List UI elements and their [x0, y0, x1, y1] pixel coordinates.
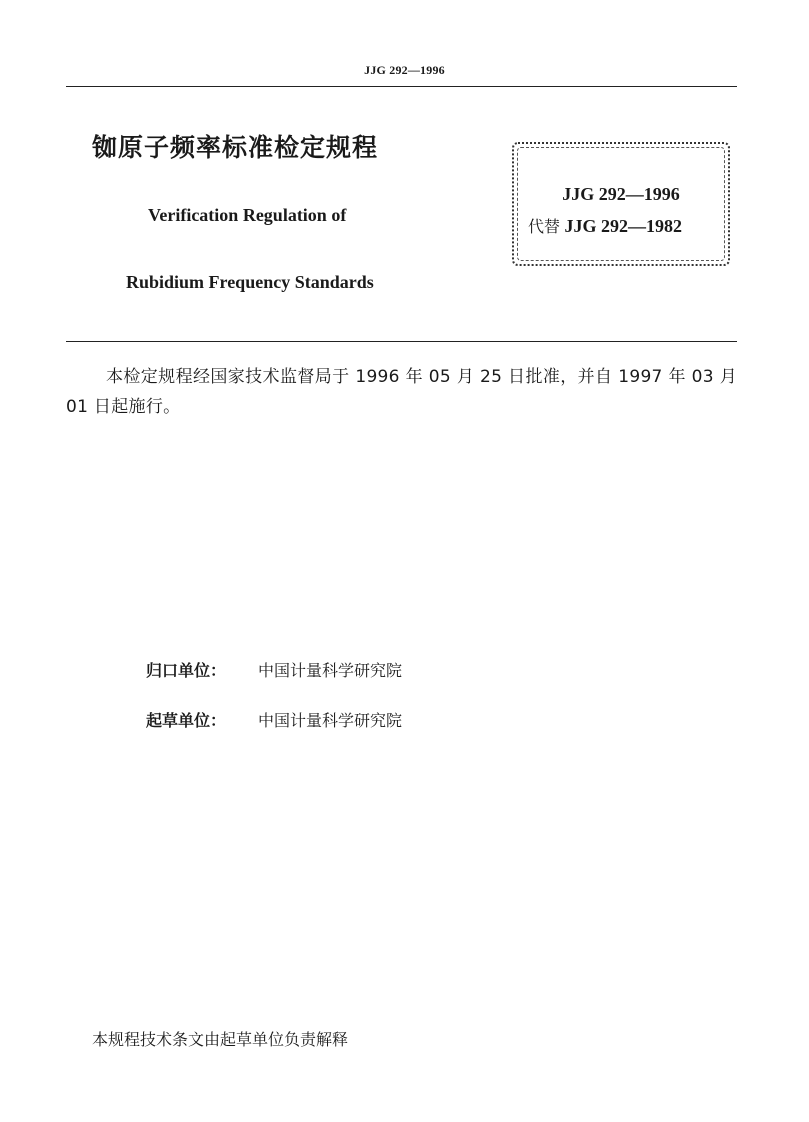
title-english-line2: Rubidium Frequency Standards: [126, 272, 374, 292]
replaces-prefix: 代替: [528, 217, 561, 236]
replaced-standard-code: JJG 292—1982: [564, 216, 683, 236]
approval-statement: 本检定规程经国家技术监督局于 1996 年 05 月 25 日批准，并自 1997 年 03 月 01 日起施行。: [66, 367, 737, 417]
current-standard-code: JJG 292—1996: [562, 184, 680, 204]
responsible-unit-value: 中国计量科学研究院: [258, 661, 403, 680]
standard-code-box: [512, 142, 730, 266]
title-english-line1: Verification Regulation of: [148, 205, 347, 225]
drafting-unit-label: 起草单位：: [146, 711, 227, 730]
header-rule: [66, 86, 737, 87]
responsible-unit-row: [146, 658, 402, 681]
title-chinese: 铷原子频率标准检定规程: [92, 133, 379, 162]
running-header-code: JJG 292—1996: [364, 63, 445, 77]
responsible-unit-label: 归口单位：: [146, 661, 227, 680]
interpretation-note: 本规程技术条文由起草单位负责解释: [92, 1030, 349, 1049]
drafting-unit-value: 中国计量科学研究院: [258, 711, 403, 730]
replaced-standard-line: [528, 214, 682, 237]
section-rule: [66, 341, 737, 342]
drafting-unit-row: [146, 708, 402, 731]
